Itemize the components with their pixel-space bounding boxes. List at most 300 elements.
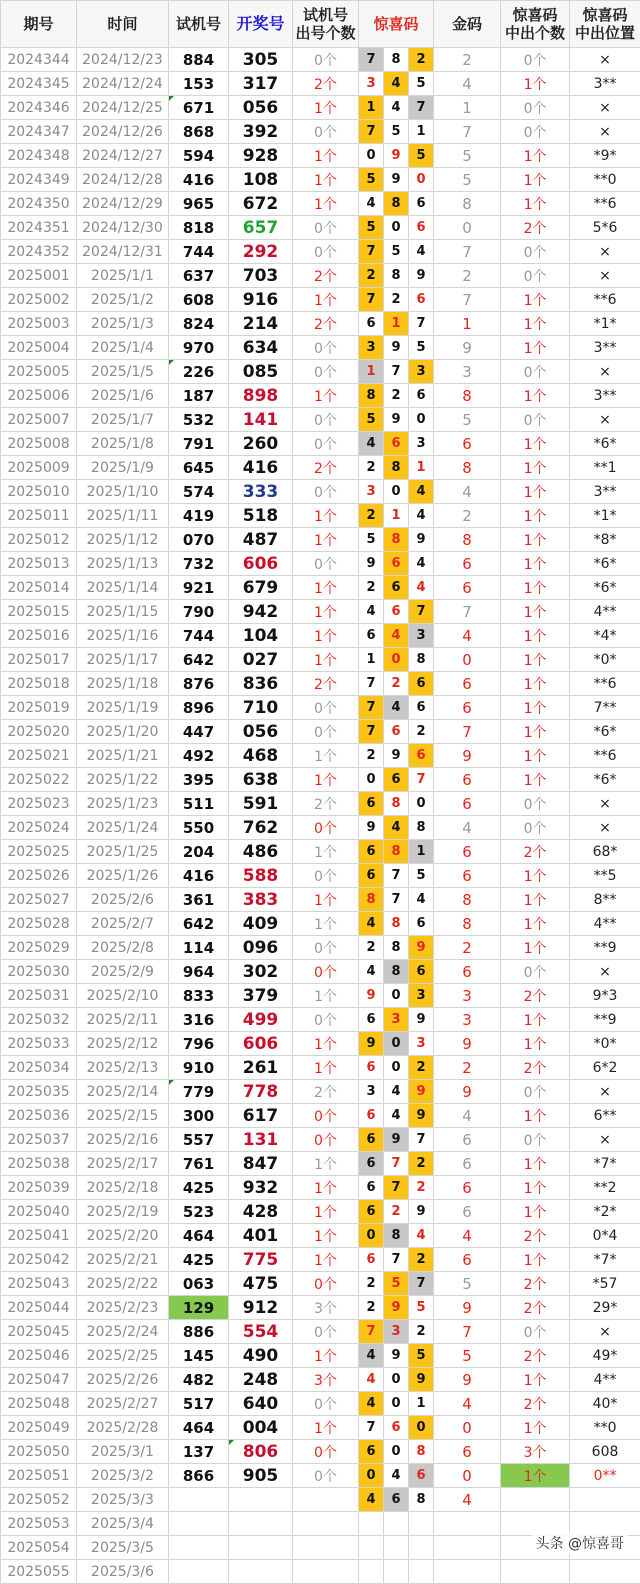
draw-date: 2025/1/22 [77,768,169,792]
surprise-digit: 5 [359,168,384,192]
test-hit-count: 1个 [293,1176,359,1200]
surprise-hit-position: × [570,120,640,144]
issue-number: 2025008 [1,432,77,456]
surprise-digit: 7 [409,1128,434,1152]
surprise-hit-position: 49* [570,1344,640,1368]
surprise-digit: 3 [409,432,434,456]
table-row [1,432,640,456]
surprise-digit: 9 [359,984,384,1008]
surprise-digit: 2 [359,456,384,480]
surprise-digit: 9 [409,264,434,288]
winning-number: 302 [229,960,293,984]
gold-code: 6 [434,576,501,600]
test-hit-count: 1个 [293,768,359,792]
winning-number: 085 [229,360,293,384]
surprise-hit-position: *1* [570,312,640,336]
test-number: 876 [169,672,229,696]
surprise-digit: 1 [384,312,409,336]
header-text: 惊喜码 [583,6,628,24]
test-hit-count: 3个 [293,1368,359,1392]
surprise-digit: 6 [359,1152,384,1176]
gold-code: 6 [434,960,501,984]
surprise-digit: 6 [359,1200,384,1224]
surprise-hit-count: 0个 [501,1080,570,1104]
surprise-digit: 9 [384,1128,409,1152]
issue-number: 2025035 [1,1080,77,1104]
draw-date: 2024/12/26 [77,120,169,144]
draw-date: 2025/1/13 [77,552,169,576]
gold-code: 9 [434,1368,501,1392]
surprise-hit-count: 1个 [501,936,570,960]
table-row [1,552,640,576]
gold-code: 0 [434,1416,501,1440]
surprise-hit-count: 1个 [501,888,570,912]
test-number: 896 [169,696,229,720]
surprise-hit-position [570,1560,640,1584]
winning-number: 778 [229,1080,293,1104]
gold-code: 4 [434,72,501,96]
test-hit-count: 0个 [293,960,359,984]
winning-number: 806 [229,1440,293,1464]
table-row [1,408,640,432]
draw-date: 2025/3/6 [77,1560,169,1584]
surprise-digit: 7 [409,96,434,120]
draw-date: 2025/2/24 [77,1320,169,1344]
surprise-hit-count: 2个 [501,984,570,1008]
surprise-digit: 8 [384,936,409,960]
gold-code: 2 [434,936,501,960]
surprise-hit-count: 0个 [501,240,570,264]
test-number [169,1488,229,1512]
winning-number: 486 [229,840,293,864]
surprise-hit-count: 0个 [501,264,570,288]
issue-number: 2025002 [1,288,77,312]
surprise-digit: 9 [359,816,384,840]
surprise-hit-position: 608 [570,1440,640,1464]
test-number: 744 [169,240,229,264]
draw-date: 2025/1/10 [77,480,169,504]
header-text: 出号个数 [295,24,355,42]
surprise-hit-count: 0个 [501,120,570,144]
winning-number: 606 [229,552,293,576]
surprise-digit: 9 [409,1104,434,1128]
surprise-digit: 9 [359,1032,384,1056]
test-number: 523 [169,1200,229,1224]
gold-code: 7 [434,720,501,744]
surprise-digit: 7 [384,888,409,912]
draw-date: 2025/3/4 [77,1512,169,1536]
surprise-hit-position: **0 [570,1416,640,1440]
surprise-digit: 0 [359,1224,384,1248]
surprise-hit-position: **9 [570,1008,640,1032]
draw-date: 2024/12/29 [77,192,169,216]
draw-date: 2025/2/6 [77,888,169,912]
surprise-digit: 4 [359,1488,384,1512]
issue-number: 2025030 [1,960,77,984]
surprise-digit: 2 [359,264,384,288]
gold-code: 6 [434,1176,501,1200]
winning-number: 762 [229,816,293,840]
issue-number: 2025016 [1,624,77,648]
test-hit-count: 0个 [293,336,359,360]
issue-number: 2025039 [1,1176,77,1200]
surprise-digit: 0 [359,144,384,168]
surprise-digit: 2 [409,1152,434,1176]
gold-code: 6 [434,792,501,816]
draw-date: 2025/2/9 [77,960,169,984]
table-row [1,864,640,888]
gold-code: 6 [434,432,501,456]
winning-number: 932 [229,1176,293,1200]
issue-number: 2025017 [1,648,77,672]
gold-code: 6 [434,840,501,864]
surprise-digit: 0 [409,168,434,192]
table-row [1,216,640,240]
gold-code: 8 [434,528,501,552]
surprise-digit: 2 [409,1248,434,1272]
surprise-digit: 9 [384,1344,409,1368]
surprise-digit: 7 [359,1320,384,1344]
surprise-hit-position: 7** [570,696,640,720]
gold-code: 1 [434,312,501,336]
winning-number: 928 [229,144,293,168]
surprise-hit-position: × [570,96,640,120]
surprise-hit-count: 1个 [501,504,570,528]
test-number: 671 [169,96,229,120]
surprise-digit: 3 [384,1320,409,1344]
draw-date: 2025/3/2 [77,1464,169,1488]
surprise-digit [384,1560,409,1584]
test-number: 447 [169,720,229,744]
surprise-digit: 4 [359,960,384,984]
test-number: 964 [169,960,229,984]
test-hit-count: 0个 [293,1392,359,1416]
test-hit-count: 1个 [293,1200,359,1224]
surprise-hit-position: 3** [570,384,640,408]
surprise-digit: 9 [384,744,409,768]
surprise-digit: 4 [384,96,409,120]
surprise-hit-count: 0个 [501,792,570,816]
gold-code: 4 [434,1488,501,1512]
table-row [1,648,640,672]
issue-number: 2025015 [1,600,77,624]
winning-number: 916 [229,288,293,312]
test-hit-count: 0个 [293,1104,359,1128]
surprise-hit-position: *0* [570,648,640,672]
surprise-digit: 7 [359,288,384,312]
issue-number: 2025028 [1,912,77,936]
surprise-hit-count: 1个 [501,648,570,672]
issue-number: 2025047 [1,1368,77,1392]
surprise-digit: 3 [359,72,384,96]
surprise-digit: 8 [359,888,384,912]
winning-number: 027 [229,648,293,672]
winning-number: 475 [229,1272,293,1296]
table-row [1,264,640,288]
surprise-digit: 7 [384,1176,409,1200]
winning-number: 836 [229,672,293,696]
test-number: 482 [169,1368,229,1392]
surprise-digit: 5 [409,1296,434,1320]
surprise-digit: 5 [409,864,434,888]
winning-number: 703 [229,264,293,288]
table-row [1,816,640,840]
test-number: 594 [169,144,229,168]
winning-number: 214 [229,312,293,336]
issue-number: 2025022 [1,768,77,792]
surprise-digit: 2 [409,1056,434,1080]
test-number: 574 [169,480,229,504]
test-number: 866 [169,1464,229,1488]
issue-number: 2025051 [1,1464,77,1488]
surprise-digit [384,1536,409,1560]
surprise-digit: 2 [409,1176,434,1200]
test-hit-count: 1个 [293,840,359,864]
winning-number: 638 [229,768,293,792]
surprise-hit-count: 0个 [501,48,570,72]
draw-date: 2025/1/26 [77,864,169,888]
table-row [1,696,640,720]
surprise-digit: 4 [409,1224,434,1248]
surprise-hit-position: × [570,408,640,432]
surprise-digit: 6 [409,192,434,216]
test-number: 921 [169,576,229,600]
header-jx-count [501,1,570,48]
surprise-hit-count: 1个 [501,168,570,192]
surprise-hit-position: 4** [570,912,640,936]
gold-code: 7 [434,600,501,624]
test-hit-count: 0个 [293,480,359,504]
surprise-digit: 7 [384,360,409,384]
winning-number: 401 [229,1224,293,1248]
issue-number: 2025052 [1,1488,77,1512]
surprise-hit-position: 3** [570,336,640,360]
surprise-digit: 6 [409,696,434,720]
table-row [1,1008,640,1032]
surprise-hit-position: 29* [570,1296,640,1320]
table-row [1,120,640,144]
issue-number: 2025001 [1,264,77,288]
surprise-digit [409,1536,434,1560]
gold-code: 9 [434,744,501,768]
surprise-hit-count: 1个 [501,384,570,408]
issue-number: 2025020 [1,720,77,744]
winning-number: 096 [229,936,293,960]
surprise-digit: 6 [359,624,384,648]
surprise-hit-count: 1个 [501,1464,570,1488]
surprise-hit-count: 0个 [501,1320,570,1344]
surprise-hit-count: 1个 [501,672,570,696]
surprise-digit: 6 [384,552,409,576]
table-row [1,528,640,552]
surprise-hit-position: × [570,48,640,72]
test-hit-count: 0个 [293,216,359,240]
test-number: 063 [169,1272,229,1296]
surprise-hit-count: 1个 [501,432,570,456]
surprise-digit: 6 [409,1464,434,1488]
draw-date: 2025/2/14 [77,1080,169,1104]
issue-number: 2024351 [1,216,77,240]
test-number: 226 [169,360,229,384]
surprise-digit: 1 [409,120,434,144]
winning-number: 518 [229,504,293,528]
issue-number: 2025041 [1,1224,77,1248]
test-number: 824 [169,312,229,336]
surprise-hit-position: 4** [570,1368,640,1392]
surprise-hit-count: 2个 [501,1296,570,1320]
winning-number: 379 [229,984,293,1008]
surprise-hit-count: 1个 [501,1248,570,1272]
issue-number: 2025018 [1,672,77,696]
draw-date: 2024/12/23 [77,48,169,72]
test-hit-count: 0个 [293,1272,359,1296]
surprise-digit: 4 [384,1464,409,1488]
winning-number [229,1536,293,1560]
table-row [1,960,640,984]
winning-number: 912 [229,1296,293,1320]
surprise-digit: 7 [359,696,384,720]
surprise-hit-position: *7* [570,1248,640,1272]
gold-code: 2 [434,1056,501,1080]
surprise-digit: 6 [359,1008,384,1032]
test-number: 886 [169,1320,229,1344]
table-row [1,72,640,96]
issue-number: 2025034 [1,1056,77,1080]
header-shiji: 试机号 [169,1,229,48]
surprise-digit: 0 [384,1368,409,1392]
gold-code: 2 [434,504,501,528]
surprise-hit-count: 1个 [501,864,570,888]
draw-date: 2025/2/18 [77,1176,169,1200]
gold-code: 6 [434,552,501,576]
draw-date: 2024/12/25 [77,96,169,120]
issue-number: 2025038 [1,1152,77,1176]
header-time: 时间 [77,1,169,48]
surprise-hit-position: × [570,1080,640,1104]
test-hit-count [293,1536,359,1560]
surprise-digit: 5 [359,408,384,432]
gold-code: 1 [434,96,501,120]
test-number: 419 [169,504,229,528]
surprise-digit: 9 [409,1368,434,1392]
test-number: 395 [169,768,229,792]
gold-code [434,1512,501,1536]
surprise-digit: 0 [409,408,434,432]
table-row [1,48,640,72]
surprise-digit: 6 [384,768,409,792]
test-hit-count: 1个 [293,288,359,312]
winning-number: 657 [229,216,293,240]
draw-date: 2025/2/12 [77,1032,169,1056]
issue-number: 2025009 [1,456,77,480]
test-number: 114 [169,936,229,960]
test-number: 744 [169,624,229,648]
surprise-digit: 2 [359,1296,384,1320]
table-row [1,600,640,624]
surprise-digit: 7 [409,1272,434,1296]
test-hit-count: 2个 [293,72,359,96]
surprise-digit: 4 [409,240,434,264]
surprise-hit-position: 0** [570,1464,640,1488]
draw-date: 2025/2/26 [77,1368,169,1392]
test-number: 464 [169,1224,229,1248]
surprise-hit-position: 8** [570,888,640,912]
surprise-hit-count: 1个 [501,312,570,336]
surprise-digit: 4 [384,1104,409,1128]
surprise-digit: 5 [409,144,434,168]
header-row [1,1,640,48]
surprise-digit: 6 [384,576,409,600]
surprise-digit: 9 [409,936,434,960]
gold-code: 6 [434,1152,501,1176]
table-row [1,768,640,792]
table-row [1,1464,640,1488]
test-hit-count: 0个 [293,432,359,456]
surprise-digit: 9 [384,168,409,192]
gold-code: 6 [434,696,501,720]
surprise-hit-position: *2* [570,1200,640,1224]
issue-number: 2025023 [1,792,77,816]
surprise-digit: 1 [384,504,409,528]
winning-number: 617 [229,1104,293,1128]
surprise-digit: 7 [359,1416,384,1440]
gold-code: 6 [434,1128,501,1152]
gold-code: 4 [434,1104,501,1128]
surprise-digit: 6 [359,1176,384,1200]
test-hit-count: 1个 [293,1344,359,1368]
gold-code: 6 [434,1200,501,1224]
gold-code: 6 [434,1248,501,1272]
issue-number: 2025033 [1,1032,77,1056]
surprise-hit-count: 1个 [501,552,570,576]
surprise-digit: 2 [359,1272,384,1296]
table-row [1,1560,640,1584]
test-hit-count: 0个 [293,720,359,744]
surprise-digit: 7 [359,720,384,744]
gold-code: 6 [434,1440,501,1464]
surprise-hit-position: *6* [570,552,640,576]
test-hit-count: 0个 [293,552,359,576]
surprise-digit: 6 [409,744,434,768]
table-row [1,1320,640,1344]
test-hit-count: 0个 [293,1440,359,1464]
test-hit-count: 0个 [293,360,359,384]
issue-number: 2025048 [1,1392,77,1416]
draw-date: 2025/2/22 [77,1272,169,1296]
surprise-digit: 2 [359,936,384,960]
issue-number: 2025007 [1,408,77,432]
surprise-digit: 2 [409,1320,434,1344]
gold-code: 5 [434,144,501,168]
surprise-hit-position [570,1488,640,1512]
surprise-digit: 8 [409,648,434,672]
gold-code: 6 [434,864,501,888]
draw-date: 2025/1/20 [77,720,169,744]
surprise-digit: 4 [409,504,434,528]
winning-number: 679 [229,576,293,600]
table-row [1,720,640,744]
surprise-digit: 1 [409,456,434,480]
surprise-digit: 6 [409,672,434,696]
draw-date: 2025/2/17 [77,1152,169,1176]
table-row [1,984,640,1008]
surprise-hit-count: 0个 [501,408,570,432]
surprise-hit-count: 1个 [501,1008,570,1032]
surprise-digit: 6 [359,840,384,864]
test-hit-count: 1个 [293,528,359,552]
draw-date: 2024/12/31 [77,240,169,264]
surprise-digit: 6 [409,384,434,408]
